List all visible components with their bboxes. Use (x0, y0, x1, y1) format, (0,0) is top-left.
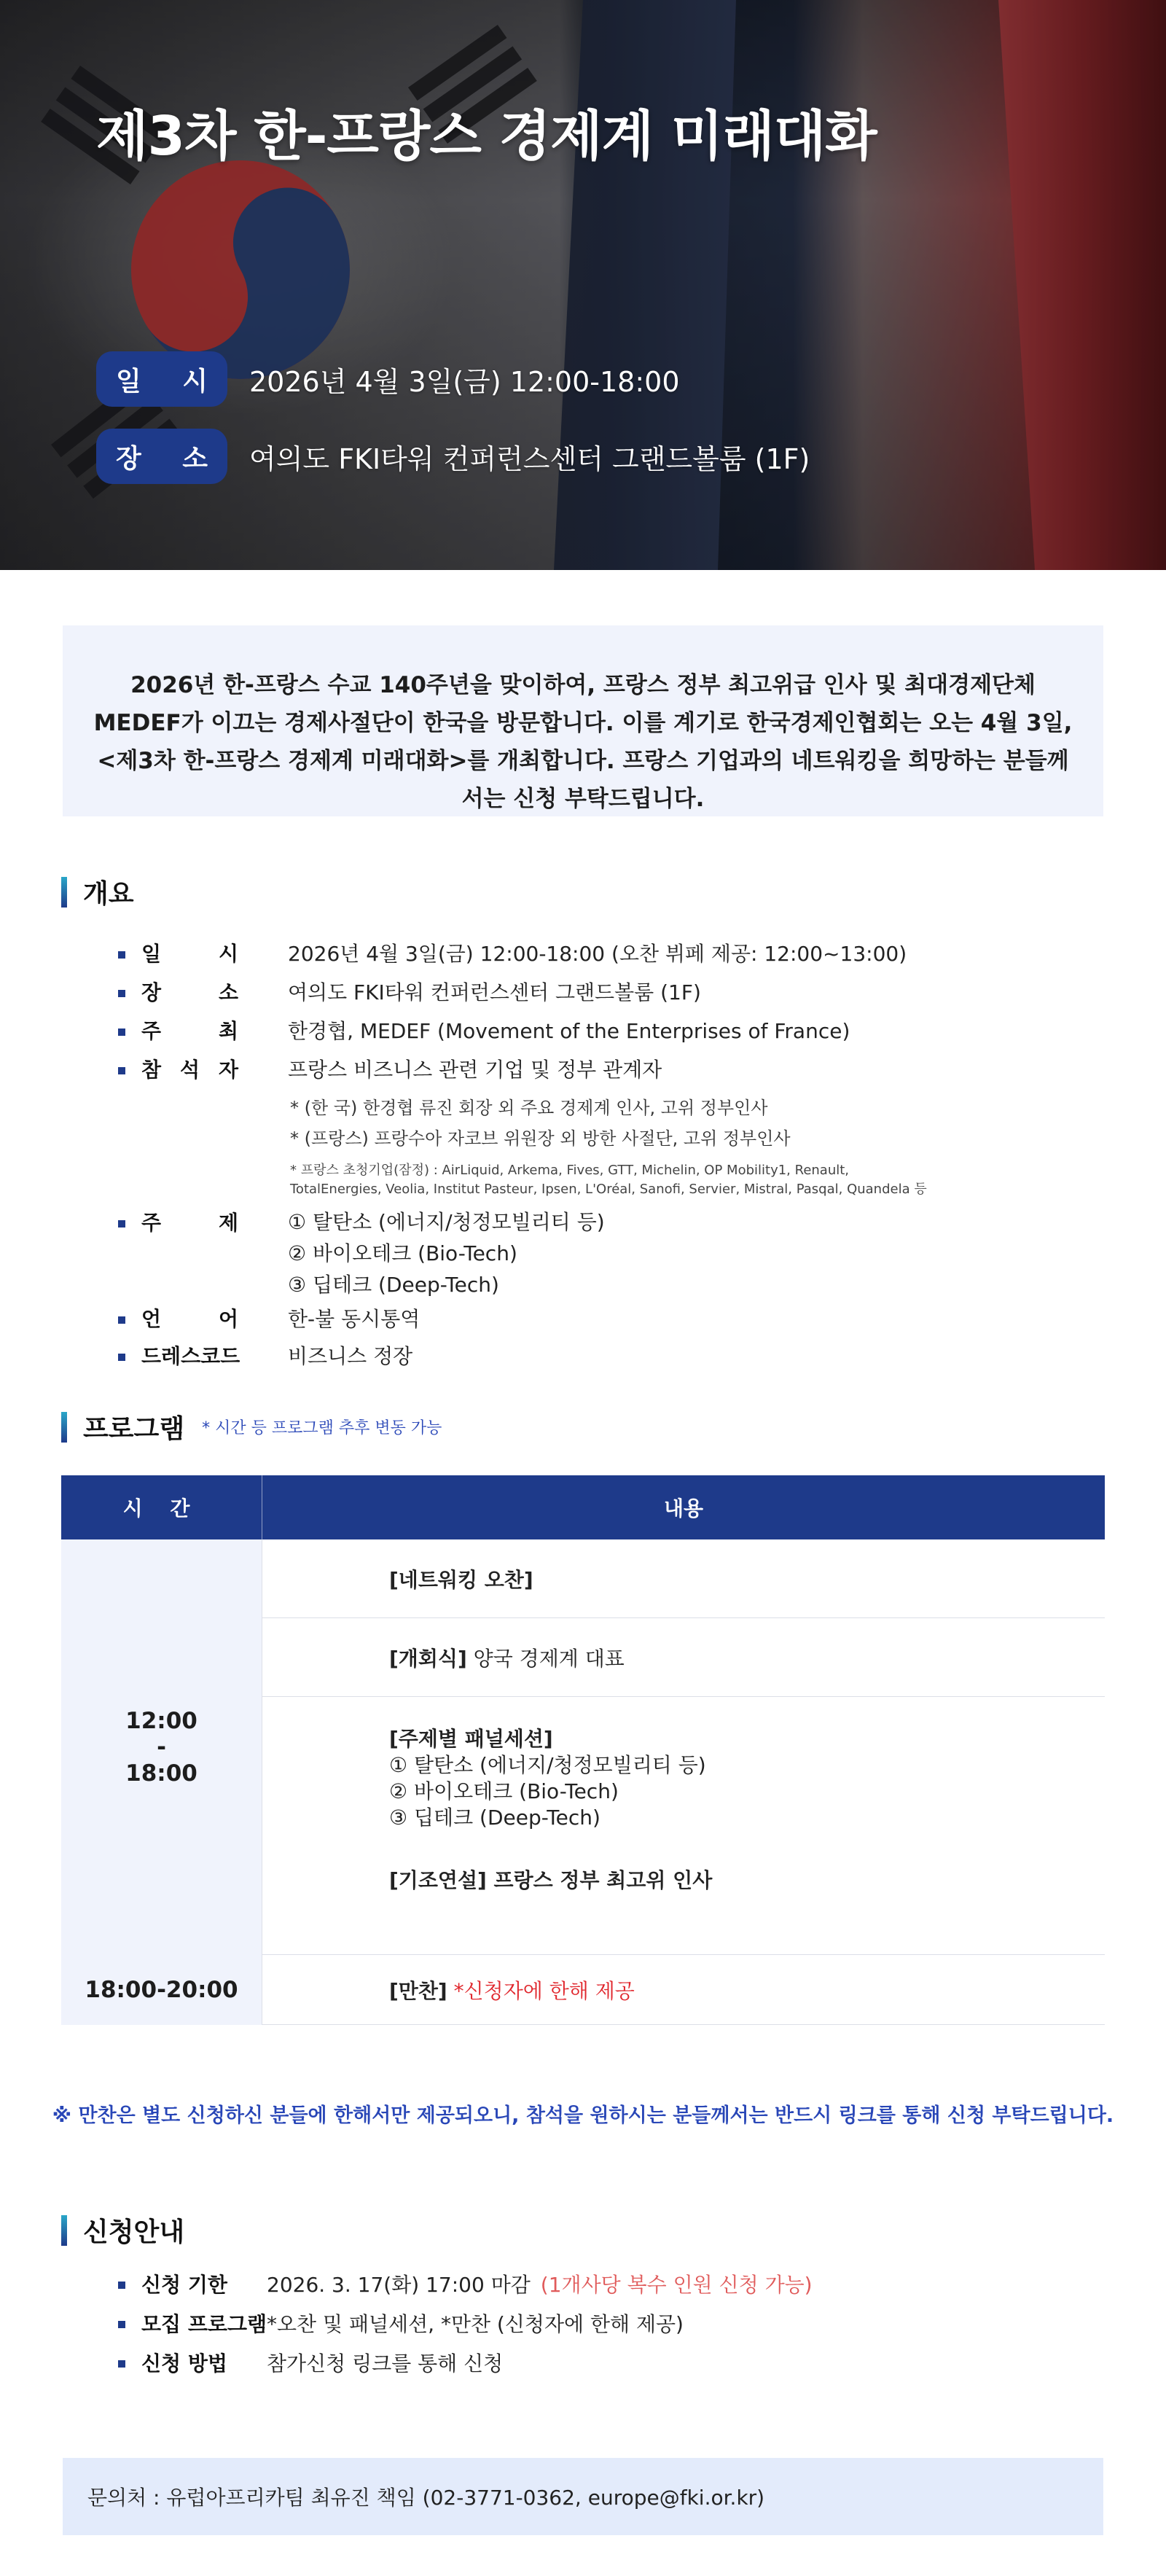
overview-label: 주 제 (141, 1211, 238, 1235)
event-title: 제3차 한-프랑스 경제계 미래대화 (96, 105, 877, 168)
bullet-icon (118, 2360, 125, 2368)
overview-list (117, 937, 1049, 1373)
hero-banner (0, 0, 1166, 570)
apply-item-deadline (117, 2265, 1049, 2305)
content-column (262, 1539, 1105, 1955)
overview-item-language (117, 1303, 1049, 1336)
dinner-notice: ※ 만찬은 별도 신청하신 분들에 한해서만 제공되오니, 참석을 원하시는 분들께서는 반드시 링크를 통해 신청 부탁드립니다. (52, 2104, 1114, 2127)
overview-title: 개요 (83, 879, 134, 909)
apply-value: 참가신청 링크를 통해 신청 (267, 2351, 504, 2376)
overview-label: 일 시 (141, 942, 238, 966)
topic-item: ③ 딥테크 (Deep-Tech) (288, 1273, 499, 1297)
date-value: 2026년 4월 3일(금) 12:00-18:00 (249, 365, 680, 398)
overview-value: 2026년 4월 3일(금) 12:00-18:00 (오찬 뷔페 제공: 12:00~13:00) (288, 942, 907, 966)
bullet-icon (118, 1316, 125, 1324)
program-item: [만찬] *신청자에 한해 제공 (389, 1979, 635, 2003)
heading-bar (61, 877, 67, 908)
apply-label: 신청 기한 (141, 2273, 227, 2297)
program-item: [주제별 패널세션] ① 탈탄소 (에너지/청정모빌리티 등) ② 바이오테크 (Bio-Tech) ③ 딥테크 (Deep-Tech) [기조연설] 프랑스 정부 최고위 인사 (262, 1697, 1105, 1955)
topic-list (288, 1206, 605, 1300)
header-content: 내용 (663, 1496, 704, 1521)
overview-label: 참 석 자 (141, 1058, 238, 1082)
apply-value: 2026. 3. 17(화) 17:00 마감 (1개사당 복수 인원 신청 가능) (267, 2273, 813, 2297)
invited-companies: TotalEnergies, Veolia, Institut Pasteur, Ipsen, L'Oréal, Sanofi, Servier, Mistral, Pasqal, Quandela 등 (290, 1182, 927, 1197)
program-heading (61, 1408, 442, 1445)
hero-venue-row (96, 429, 810, 484)
venue-value: 여의도 FKI타워 컨퍼런스센터 그랜드볼룸 (1F) (249, 442, 810, 475)
overview-heading (61, 873, 134, 910)
overview-label: 언 어 (141, 1307, 238, 1331)
date-badge: 일 시 (96, 351, 227, 407)
heading-bar (61, 2215, 67, 2246)
apply-heading (61, 2212, 184, 2249)
invited-companies: * 프랑스 초청기업(잠정) : AirLiquid, Arkema, Fives, GTT, Michelin, OP Mobility1, Renault, (290, 1163, 850, 1178)
attendees-note: * (한 국) 한경협 류진 회장 외 주요 경제계 인사, 고위 정부인사 (290, 1098, 768, 1118)
apply-list (117, 2265, 1049, 2384)
bullet-icon (118, 1029, 125, 1036)
contact-box (63, 2458, 1103, 2535)
bullet-icon (118, 1220, 125, 1227)
program-note: * 시간 등 프로그램 추후 변동 가능 (202, 1419, 442, 1437)
apply-value: *오찬 및 패널세션, *만찬 (신청자에 한해 제공) (267, 2312, 684, 2336)
topic-item: ① 탈탄소 (에너지/청정모빌리티 등) (288, 1210, 605, 1234)
bullet-icon (118, 1354, 125, 1361)
hero-date-row (96, 351, 680, 407)
overview-label: 주 최 (141, 1019, 238, 1043)
apply-item-method (117, 2344, 1049, 2384)
apply-label: 모집 프로그램 (141, 2312, 267, 2336)
overview-item-dresscode (117, 1340, 1049, 1373)
overview-item-topic (117, 1206, 1049, 1300)
apply-title: 신청안내 (83, 2217, 185, 2247)
table-row (61, 1955, 1105, 2025)
overview-item-venue (117, 976, 1049, 1010)
overview-value: 프랑스 비즈니스 관련 기업 및 정부 관계자 (288, 1058, 662, 1082)
apply-item-program (117, 2305, 1049, 2344)
bullet-icon (118, 2282, 125, 2289)
overview-label: 드레스코드 (141, 1344, 240, 1368)
table-row (61, 1539, 1105, 1955)
table-header (61, 1475, 1105, 1539)
time-cell: 12:00 - 18:00 (61, 1539, 262, 1955)
flags-illustration (0, 0, 1166, 570)
bullet-icon (118, 990, 125, 997)
contact-text: 문의처 : 유럽아프리카팀 최유진 책임 (02-3771-0362, europe@fki.or.kr) (87, 2486, 765, 2510)
apply-label: 신청 방법 (141, 2351, 227, 2376)
intro-text: 2026년 한-프랑스 수교 140주년을 맞이하여, 프랑스 정부 최고위급 인사 및 최대경제단체 MEDEF가 이끄는 경제사절단이 한국을 방문합니다. 이를 계기로 한국경제인협회는 오는 4월 3일, <제3차 한-프랑스 경제계 미래대화>를 개최합니다. 프랑스 기업과의 네트워킹을 희망하는 분들께서는 신청 부탁드립니다. (93, 672, 1073, 812)
overview-value: 비즈니스 정장 (288, 1344, 413, 1368)
program-item: [개회식] 양국 경제계 대표 (262, 1618, 1105, 1697)
bullet-icon (118, 2321, 125, 2328)
bullet-icon (118, 1067, 125, 1074)
overview-value: 한경협, MEDEF (Movement of the Enterprises of France) (288, 1019, 850, 1043)
header-time: 시 간 (61, 1475, 262, 1539)
bullet-icon (118, 951, 125, 959)
program-title: 프로그램 (83, 1414, 185, 1444)
overview-value: 여의도 FKI타워 컨퍼런스센터 그랜드볼룸 (1F) (288, 980, 701, 1004)
deadline-note: (1개사당 복수 인원 신청 가능) (540, 2273, 813, 2297)
attendees-note: * (프랑스) 프랑수아 자코브 위원장 외 방한 사절단, 고위 정부인사 (290, 1128, 791, 1149)
overview-item-host (117, 1015, 1049, 1048)
overview-item-attendees (117, 1053, 1049, 1087)
overview-label: 장 소 (141, 980, 238, 1004)
program-item: [네트워킹 오찬] (262, 1539, 1105, 1618)
heading-bar (61, 1412, 67, 1443)
overview-item-date (117, 937, 1049, 971)
overview-value: 한-불 동시통역 (288, 1307, 420, 1331)
topic-item: ② 바이오테크 (Bio-Tech) (288, 1241, 517, 1265)
time-cell: 18:00-20:00 (61, 1955, 262, 2025)
program-table (61, 1475, 1105, 2025)
venue-badge: 장 소 (96, 429, 227, 484)
intro-box (63, 625, 1103, 816)
